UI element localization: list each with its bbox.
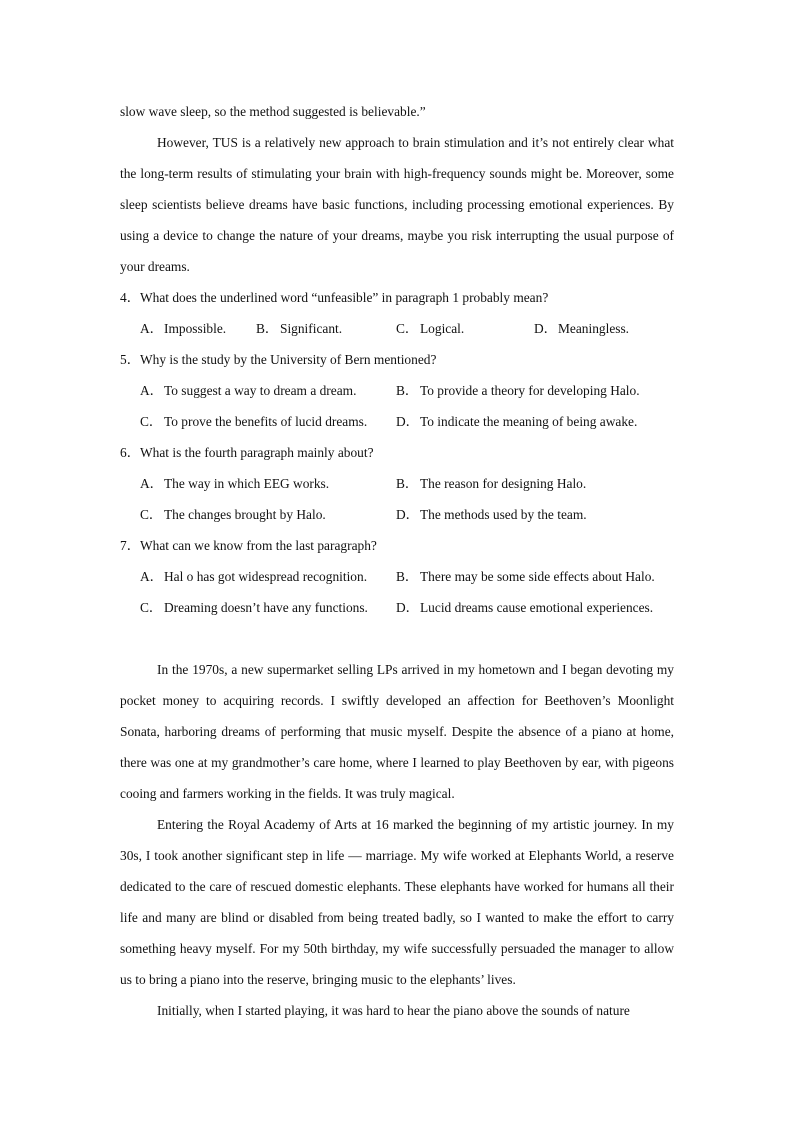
exam-page xyxy=(120,96,674,1026)
option-a: A．The way in which EEG works. xyxy=(140,476,330,491)
question-5 xyxy=(120,344,674,375)
question-number: 4． xyxy=(120,290,141,305)
question-5-options-row-1 xyxy=(120,375,674,406)
question-text: Why is the study by the University of Bern mentioned? xyxy=(140,352,437,367)
question-text: What is the fourth paragraph mainly about? xyxy=(140,445,374,460)
question-7-options-row-1 xyxy=(120,561,674,592)
question-6 xyxy=(120,437,674,468)
question-text: What does the underlined word “unfeasible” in paragraph 1 probably mean? xyxy=(140,290,549,305)
option-c: C． Logical. xyxy=(396,321,465,336)
passage-d-paragraph-2: Entering the Royal Academy of Arts at 16 marked the beginning of my artistic journey. In my 30s, I took another significant step in life — marriage. My wife worked at Elephants World, a reserve dedicated to the care of rescued domestic elephants. These elephants have worked for humans all their life and many are blind or disabled from being treated badly, so I wanted to make the effort to carry something heavy myself. For my 50th birthday, my wife successfully persuaded the manager to allow us to bring a piano into the reserve, bringing music to the elephants’ lives. xyxy=(120,817,674,987)
question-7 xyxy=(120,530,674,561)
option-d: D．Lucid dreams cause emotional experiences. xyxy=(396,600,654,615)
option-b: B． The reason for designing Halo. xyxy=(396,476,587,491)
question-number: 5． xyxy=(120,352,141,367)
option-c: C． To prove the benefits of lucid dreams. xyxy=(140,414,368,429)
question-4-options xyxy=(120,313,674,344)
option-d: D．To indicate the meaning of being awake. xyxy=(396,414,638,429)
option-b: B． Significant. xyxy=(256,321,343,336)
passage-d-paragraph-3: Initially, when I started playing, it was hard to hear the piano above the sounds of nature xyxy=(157,1003,630,1018)
option-a: A．To suggest a way to dream a dream. xyxy=(140,383,357,398)
option-d: D．Meaningless. xyxy=(534,321,630,336)
question-6-options-row-1 xyxy=(120,468,674,499)
option-a: A．Hal o has got widespread recognition. xyxy=(140,569,368,584)
passage-c-paragraph-1: slow wave sleep, so the method suggested is believable.” xyxy=(120,104,426,119)
option-d: D．The methods used by the team. xyxy=(396,507,587,522)
section-divider-space xyxy=(120,623,674,654)
option-a: A．Impossible. xyxy=(140,321,227,336)
question-5-options-row-2 xyxy=(120,406,674,437)
question-text: What can we know from the last paragraph? xyxy=(140,538,377,553)
passage-d-paragraph-1: In the 1970s, a new supermarket selling LPs arrived in my hometown and I began devoting my pocket money to acquiring records. I swiftly developed an affection for Beethoven’s Moonlight Sonata, harboring dreams of performing that music myself. Despite the absence of a piano at home, there was one at my grandmother’s care home, where I learned to play Beethoven by ear, with pigeons cooing and farmers working in the fields. It was truly magical. xyxy=(120,662,674,801)
question-7-options-row-2 xyxy=(120,592,674,623)
passage-c-paragraph-2: However, TUS is a relatively new approach to brain stimulation and it’s not entirely clear what the long-term results of stimulating your brain with high-frequency sounds might be. Moreover, some sleep scientists believe dreams have basic functions, including processing emotional experiences. By using a device to change the nature of your dreams, maybe you risk interrupting the usual purpose of your dreams. xyxy=(120,135,674,274)
question-4 xyxy=(120,282,674,313)
option-c: C． The changes brought by Halo. xyxy=(140,507,326,522)
question-6-options-row-2 xyxy=(120,499,674,530)
option-c: C． Dreaming doesn’t have any functions. xyxy=(140,600,368,615)
question-number: 6． xyxy=(120,445,141,460)
option-b: B． To provide a theory for developing Halo. xyxy=(396,383,640,398)
question-number: 7． xyxy=(120,538,141,553)
option-b: B． There may be some side effects about Halo. xyxy=(396,569,655,584)
